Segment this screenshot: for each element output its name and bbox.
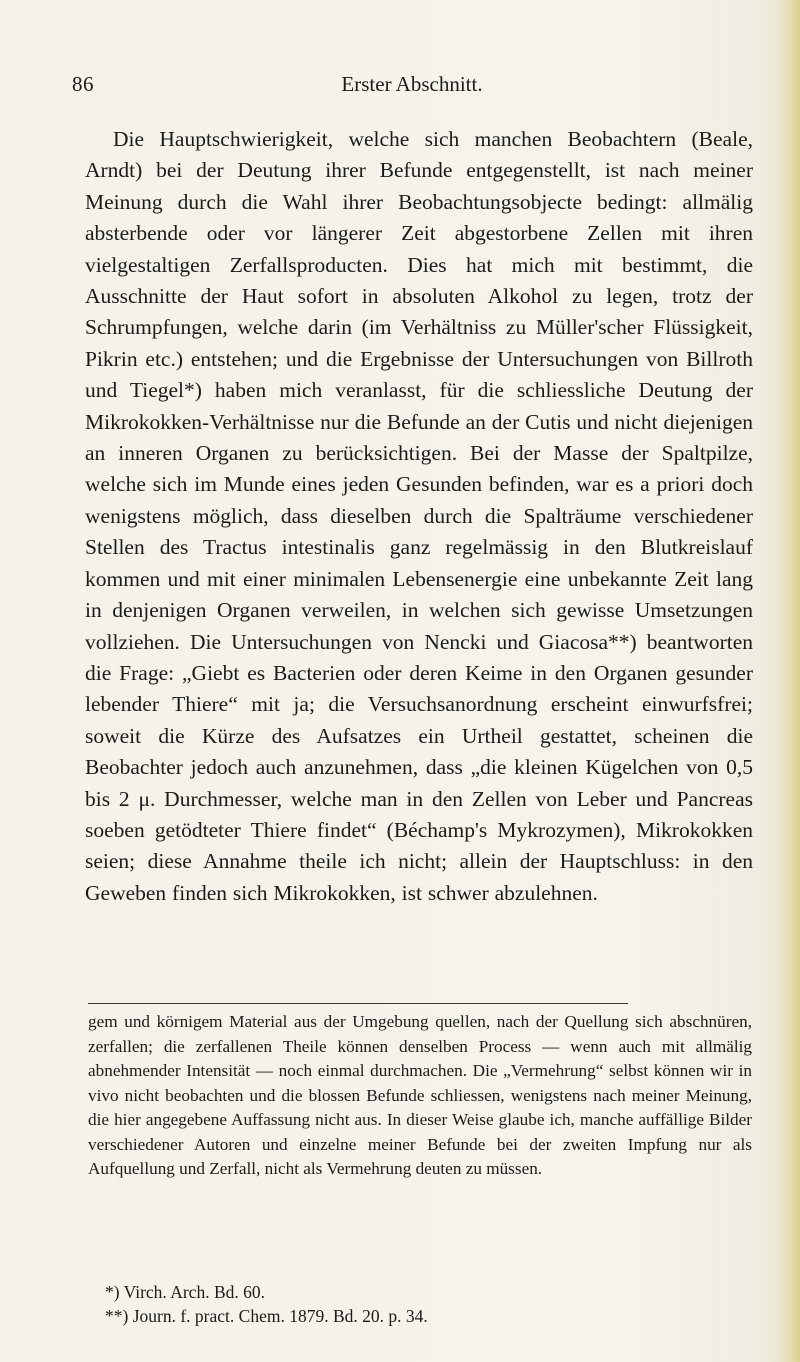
footnote-1: *) Virch. Arch. Bd. 60.	[105, 1282, 265, 1302]
page-edge-discoloration	[778, 0, 800, 1362]
page-number: 86	[72, 72, 94, 96]
page-header	[72, 72, 752, 102]
footnote-2: **) Journ. f. pract. Chem. 1879. Bd. 20. p. 34.	[105, 1306, 428, 1326]
running-head: Erster Abschnitt.	[341, 72, 483, 96]
footnote-separator	[88, 1003, 628, 1004]
footnote-continuation	[88, 1010, 752, 1182]
body-paragraph: Die Hauptschwierigkeit, welche sich manchen Beobachtern (Beale, Arndt) bei der Deutung ihrer Befunde entgegenstellt, ist nach meiner Meinung durch die Wahl ihrer Beobachtungsobjecte bedingt: allmälig absterbende oder vor längerer Zeit abgestorbene Zellen mit ihren vielgestaltigen Zerfallsproducten. Dies hat mich mit bestimmt, die Ausschnitte der Haut sofort in absoluten Alkohol zu legen, trotz der Schrumpfungen, welche darin (im Verhältniss zu Müller'scher Flüssigkeit, Pikrin etc.) entstehen; und die Ergebnisse der Untersuchungen von Billroth und Tiegel*) haben mich veranlasst, für die schliessliche Deutung der Mikrokokken-Verhältnisse nur die Befunde an der Cutis und nicht diejenigen an inneren Organen zu berücksichtigen. Bei der Masse der Spaltpilze, welche sich im Munde eines jeden Gesunden befinden, war es a priori doch wenigstens möglich, dass dieselben durch die Spalträume verschiedener Stellen des Tractus intestinalis ganz regelmässig in den Blutkreislauf kommen und mit einer minimalen Lebensenergie eine unbekannte Zeit lang in denjenigen Organen verweilen, in welchen sich gewisse Umsetzungen vollziehen. Die Untersuchungen von Nencki und Giacosa**) beantworten die Frage: „Giebt es Bacterien oder deren Keime in den Organen gesunder lebender Thiere“ mit ja; die Versuchsanordnung erscheint einwurfsfrei; soweit die Kürze des Aufsatzes ein Urtheil gestattet, scheinen die Beobachter jedoch auch anzunehmen, dass „die kleinen Kügelchen von 0,5 bis 2 μ. Durchmesser, welche man in den Zellen von Leber und Pancreas soeben getödteter Thiere findet“ (Béchamp's Mykrozymen), Mikrokokken seien; diese Annahme theile ich nicht; allein der Hauptschluss: in den Geweben finden sich Mikrokokken, ist schwer abzulehnen.	[85, 127, 753, 905]
footnote-continuation-text: gem und körnigem Material aus der Umgebung quellen, nach der Quellung sich abschnüren, zerfallen; die zerfallenen Theile können denselben Process — wenn auch mit allmälig abnehmender Intensität — noch einmal durchmachen. Die „Vermehrung“ selbst können wir in vivo nicht beobachten und die blossen Befunde schliessen, wenigstens nach meiner Meinung, die hier angegebene Auffassung nicht aus. In dieser Weise glaube ich, manche auffällige Bilder verschiedener Autoren und einzelne meiner Befunde bei der zweiten Impfung nur als Aufquellung und Zerfall, nicht als Vermehrung deuten zu müssen.	[88, 1012, 752, 1178]
main-text	[85, 124, 753, 909]
